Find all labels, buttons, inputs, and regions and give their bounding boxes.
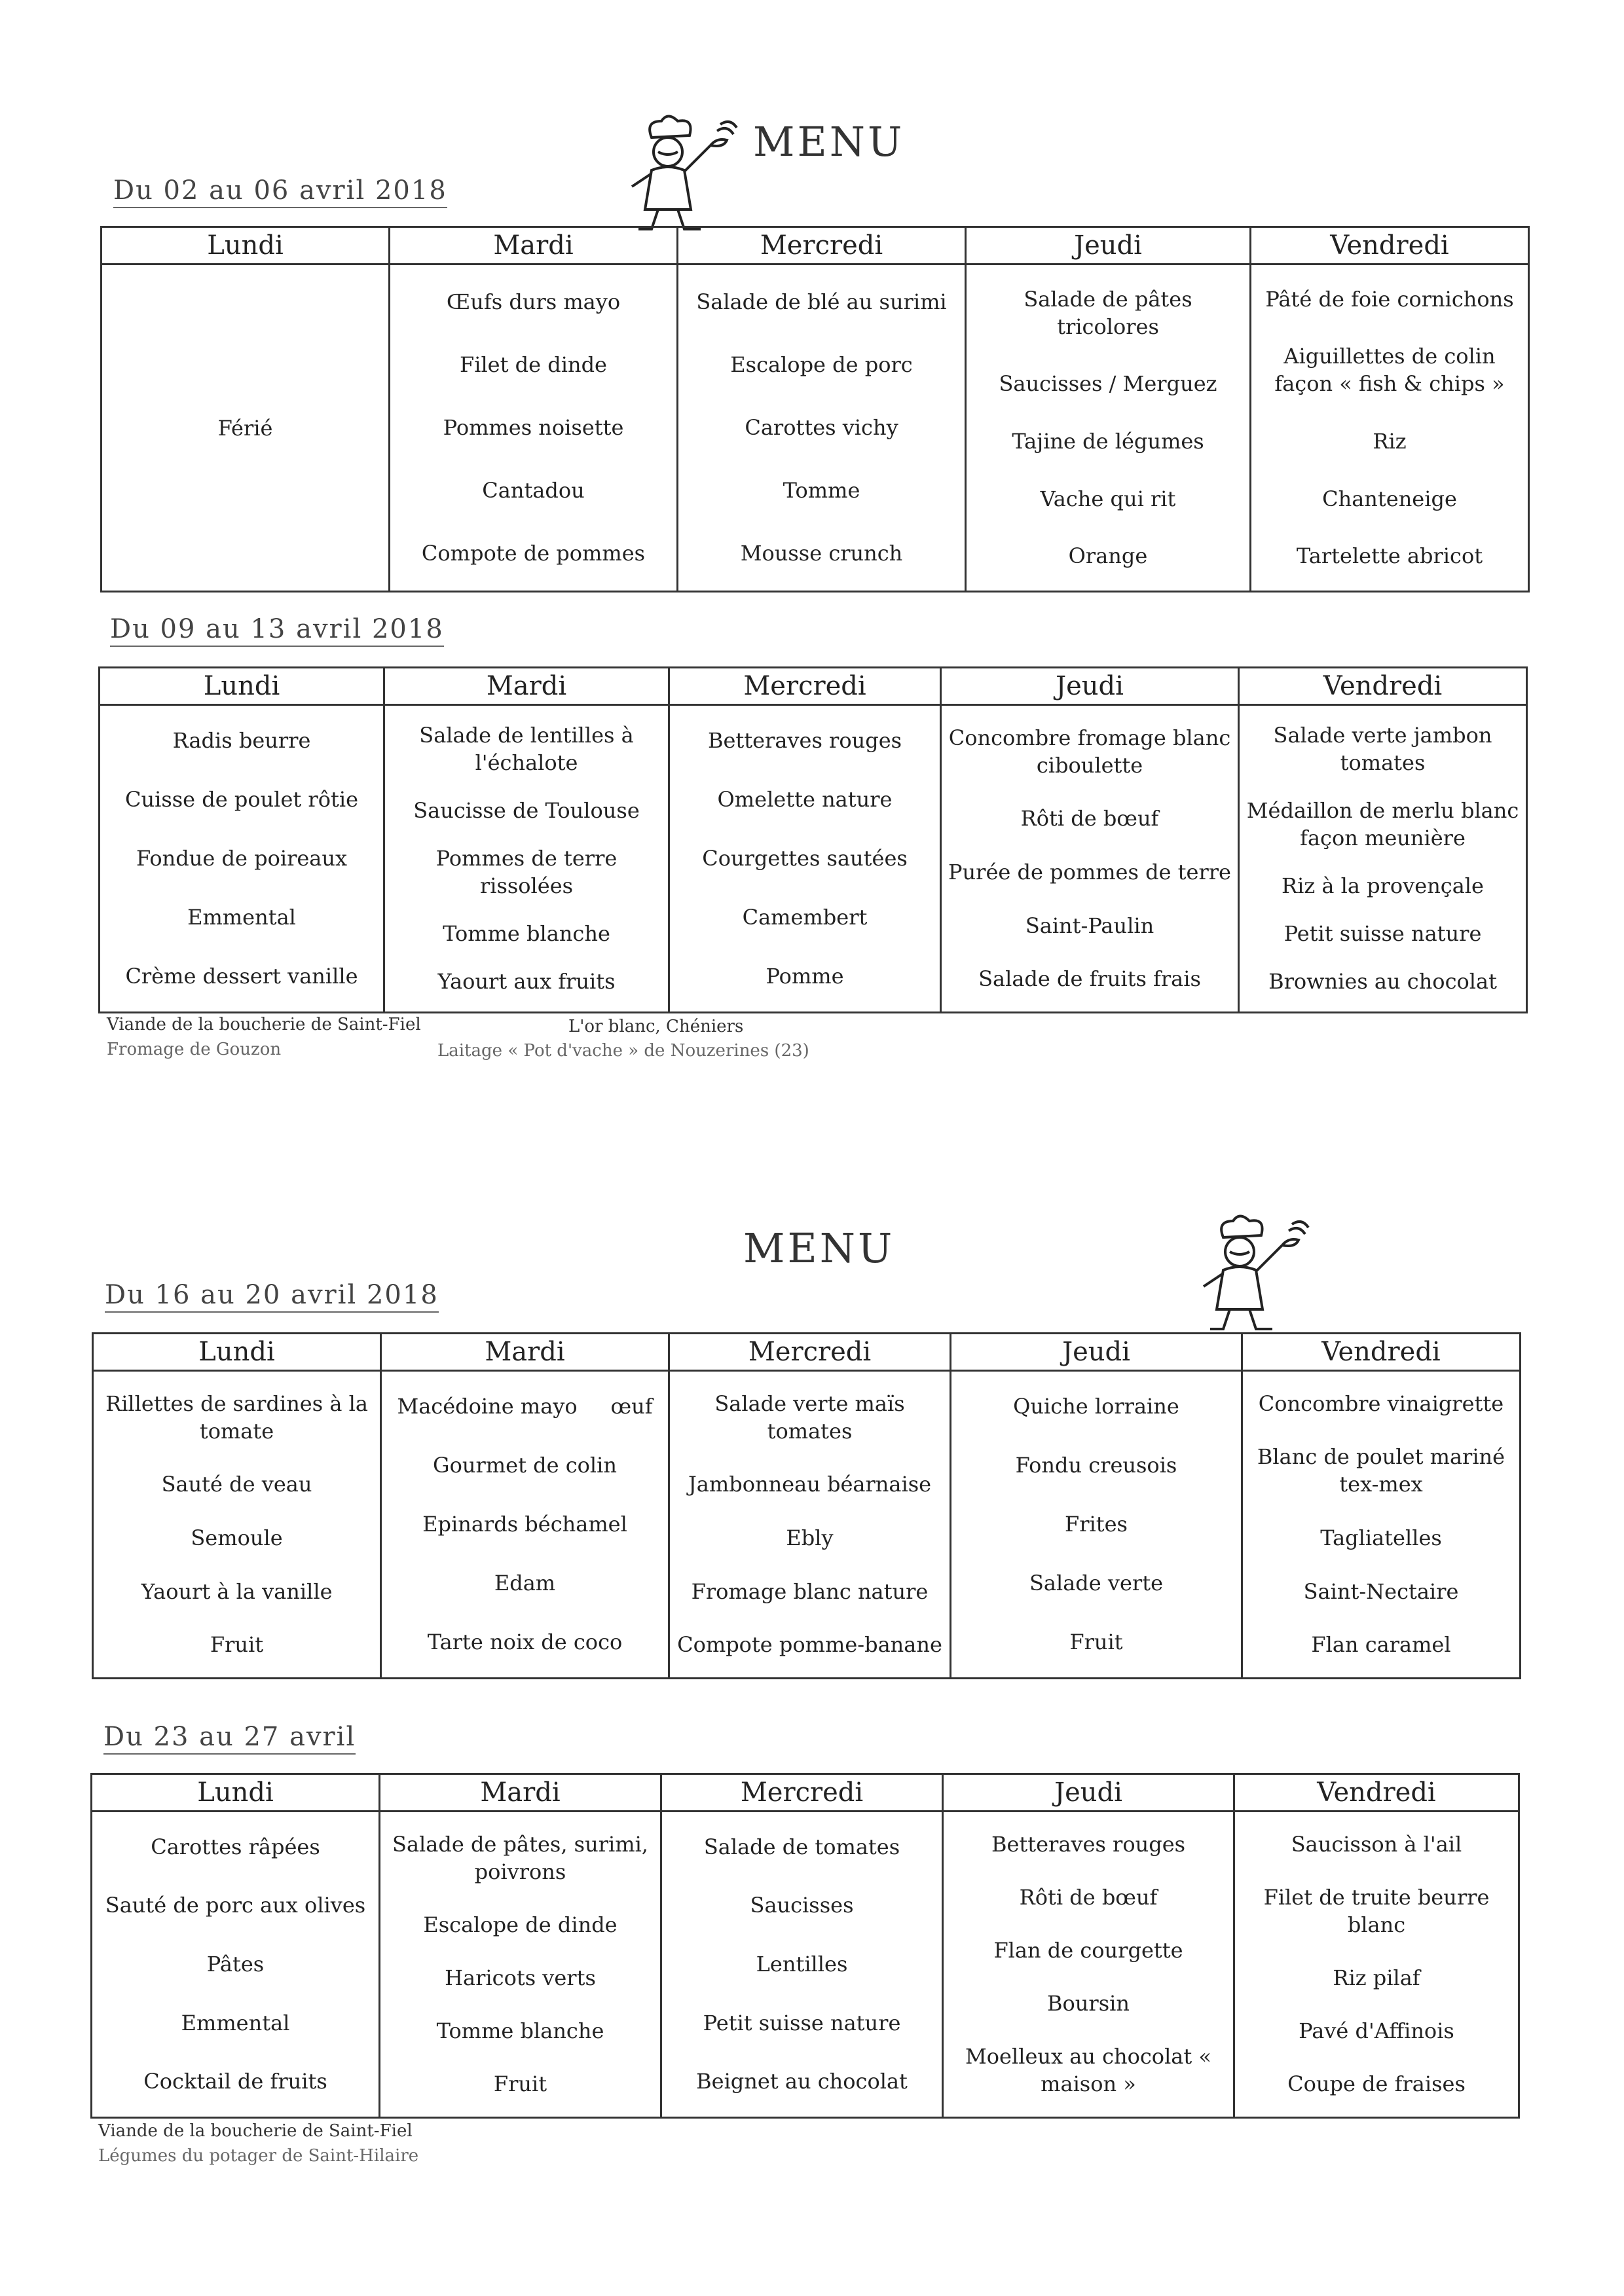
dish: Rôti de bœuf [1020,806,1159,831]
menu-cell-jeudi [943,1812,1234,2118]
menu-cell-mardi [381,1371,669,1679]
day-header-jeudi: Jeudi [941,668,1239,705]
menu-cell-mercredi [669,705,941,1013]
dish: Carottes vichy [745,415,898,440]
dish: Fondue de poireaux [136,846,348,871]
menu-cell-lundi [101,264,390,592]
week-4-table [90,1773,1520,2119]
dish: Salade de lentilles à l'échalote [419,722,634,775]
day-header-mardi: Mardi [384,668,669,705]
dish: Filet de dinde [460,352,607,377]
week-3-header-row [93,1334,1521,1371]
dish: Emmental [181,2010,290,2035]
dish: Yaourt aux fruits [437,969,616,994]
week-4-label: Du 23 au 27 avril [103,1722,356,1755]
week-1-menu-row [101,264,1529,592]
day-header-vendredi: Vendredi [1234,1774,1519,1812]
dish: Betteraves rouges [707,728,902,753]
supplier-note: Viande de la boucherie de Saint-Fiel [107,1015,421,1034]
week-4-header-row [92,1774,1519,1812]
menu-cell-mardi [390,264,678,592]
dish: Moelleux au chocolat « maison » [965,2044,1211,2097]
chef-cook-icon [1184,1211,1315,1336]
dish: Pavé d'Affinois [1299,2018,1454,2044]
dish: Escalope de dinde [423,1912,618,1937]
dish: Riz pilaf [1333,1965,1420,1990]
dish: Saucisses / Merguez [999,371,1217,397]
menu-cell-vendredi [1239,705,1527,1013]
dish: Salade de tomates [703,1834,900,1859]
week-2-label: Du 09 au 13 avril 2018 [110,614,444,647]
dish: Coupe de fraises [1287,2071,1466,2097]
supplier-note: Laitage « Pot d'vache » de Nouzerines (23) [437,1041,809,1061]
menu-cell-jeudi [941,705,1239,1013]
menu-cell-vendredi [1242,1371,1521,1679]
day-header-vendredi: Vendredi [1242,1334,1521,1371]
dish: Blanc de poulet mariné tex-mex [1257,1444,1505,1497]
day-header-jeudi: Jeudi [951,1334,1242,1371]
dish: Frites [1065,1512,1128,1537]
day-header-lundi: Lundi [101,227,390,264]
day-header-lundi: Lundi [92,1774,380,1812]
week-1-header-row [101,227,1529,264]
dish: Mousse crunch [740,541,903,566]
day-header-vendredi: Vendredi [1239,668,1527,705]
dish: Carottes râpées [151,1834,320,1859]
dish: Pomme [766,964,844,989]
dish: Beignet au chocolat [696,2069,908,2094]
dish: Sauté de porc aux olives [105,1893,366,1918]
supplier-note: Légumes du potager de Saint-Hilaire [98,2146,419,2166]
dish: Salade de fruits frais [978,966,1201,992]
dish: Salade de pâtes tricolores [1024,286,1192,339]
dish: Œufs durs mayo [446,289,621,314]
dish: Sauté de veau [161,1472,312,1497]
dish: Pommes de terre rissolées [435,845,618,898]
menu-cell-mercredi [678,264,966,592]
dish: Camembert [742,905,868,930]
dish: Emmental [187,905,296,930]
dish: Omelette nature [717,787,893,812]
dish: Macédoine mayo œuf [397,1394,653,1419]
dish: Salade de pâtes, surimi, poivrons [392,1831,648,1884]
menu-cell-mardi [384,705,669,1013]
dish: Boursin [1047,1991,1130,2016]
dish: Concombre vinaigrette [1258,1391,1504,1416]
dish: Salade verte [1029,1571,1163,1595]
dish: Rillettes de sardines à la tomate [105,1391,368,1444]
menu-cell-mercredi [669,1371,951,1679]
dish: Pâté de foie cornichons [1265,286,1514,312]
dish: Tomme [783,478,860,503]
week-1-label: Du 02 au 06 avril 2018 [113,175,447,208]
dish: Salade verte maïs tomates [714,1391,905,1444]
dish: Epinards béchamel [422,1512,627,1537]
day-header-lundi: Lundi [93,1334,381,1371]
dish: Yaourt à la vanille [141,1578,333,1604]
dish: Crème dessert vanille [125,964,358,989]
dish: Flan de courgette [993,1937,1183,1963]
dish: Tarte noix de coco [427,1630,623,1654]
day-header-vendredi: Vendredi [1251,227,1529,264]
dish: Petit suisse nature [1283,921,1482,947]
dish: Saucisse de Toulouse [413,797,640,823]
dish: Tagliatelles [1320,1525,1442,1550]
menu-cell-jeudi [951,1371,1242,1679]
dish: Haricots verts [445,1965,596,1990]
dish: Cocktail de fruits [143,2069,327,2094]
supplier-note: Viande de la boucherie de Saint-Fiel [98,2121,413,2141]
dish: Compote pomme-banane [677,1632,942,1658]
day-header-mardi: Mardi [380,1774,661,1812]
dish: Riz à la provençale [1282,873,1484,898]
dish: Cantadou [482,478,585,503]
day-header-mardi: Mardi [390,227,678,264]
dish: Ebly [786,1525,834,1550]
dish: Médaillon de merlu blanc façon meunière [1246,797,1519,850]
dish: Vache qui rit [1040,486,1176,511]
dish: Saucisses [750,1893,854,1918]
week-2-table [98,666,1528,1013]
dish: Betteraves rouges [991,1831,1186,1857]
menu-title-bottom: MENU [743,1224,895,1272]
dish: Fruit [1069,1630,1123,1654]
dish: Saint-Paulin [1025,913,1154,938]
dish: Semoule [191,1525,283,1550]
week-3-menu-row [93,1371,1521,1679]
week-4-menu-row [92,1812,1519,2118]
dish: Riz [1373,428,1407,454]
dish: Fruit [493,2071,547,2097]
dish: Radis beurre [172,728,311,753]
dish: Escalope de porc [730,352,913,377]
dish: Petit suisse nature [703,2010,901,2035]
dish: Pâtes [206,1951,265,1977]
dish: Lentilles [756,1951,848,1977]
week-2-header-row [100,668,1527,705]
menu-cell-vendredi [1234,1812,1519,2118]
supplier-note: L'or blanc, Chéniers [568,1017,744,1036]
week-3-table [92,1332,1521,1679]
dish: Filet de truite beurre blanc [1263,1884,1490,1937]
menu-cell-jeudi [966,264,1251,592]
dish: Brownies au chocolat [1268,969,1497,994]
day-header-jeudi: Jeudi [943,1774,1234,1812]
menu-cell-mardi [380,1812,661,2118]
dish: Edam [494,1571,556,1595]
dish: Pommes noisette [443,415,624,440]
dish: Flan caramel [1311,1632,1451,1658]
week-3-label: Du 16 au 20 avril 2018 [105,1280,439,1313]
dish: Quiche lorraine [1013,1394,1179,1419]
dish: Jambonneau béarnaise [688,1472,932,1497]
dish: Salade verte jambon tomates [1273,722,1492,775]
dish: Rôti de bœuf [1019,1884,1158,1910]
dish: Purée de pommes de terre [948,859,1231,884]
dish: Aiguillettes de colin façon « fish & chips » [1274,344,1505,397]
menu-cell-lundi [100,705,384,1013]
week-2-menu-row [100,705,1527,1013]
week-1-table [100,226,1530,592]
day-header-lundi: Lundi [100,668,384,705]
dish: Férié [217,415,273,441]
dish: Concombre fromage blanc ciboulette [948,725,1231,778]
dish: Compote de pommes [421,541,646,566]
dish: Fruit [210,1632,264,1658]
day-header-mercredi: Mercredi [669,668,941,705]
dish: Saucisson à l'ail [1291,1831,1462,1857]
dish: Tomme blanche [443,921,610,947]
day-header-mardi: Mardi [381,1334,669,1371]
dish: Saint-Nectaire [1303,1578,1459,1604]
dish: Tajine de légumes [1012,428,1204,454]
dish: Orange [1068,543,1148,569]
day-header-mercredi: Mercredi [661,1774,943,1812]
dish: Salade de blé au surimi [696,289,947,314]
menu-cell-lundi [93,1371,381,1679]
dish: Chanteneige [1322,486,1457,511]
day-header-mercredi: Mercredi [669,1334,951,1371]
dish: Courgettes sautées [702,846,908,871]
dish: Tartelette abricot [1296,543,1483,569]
chef-cook-icon [612,111,743,236]
dish: Gourmet de colin [433,1453,617,1478]
dish: Cuisse de poulet rôtie [124,787,359,812]
dish: Fondu creusois [1015,1453,1177,1478]
supplier-note: Fromage de Gouzon [107,1040,282,1059]
day-header-mercredi: Mercredi [678,227,966,264]
day-header-jeudi: Jeudi [966,227,1251,264]
dish: Tomme blanche [436,2018,604,2044]
dish: Fromage blanc nature [691,1578,929,1604]
menu-cell-vendredi [1251,264,1529,592]
menu-cell-mercredi [661,1812,943,2118]
menu-title-top: MENU [753,118,905,166]
menu-cell-lundi [92,1812,380,2118]
